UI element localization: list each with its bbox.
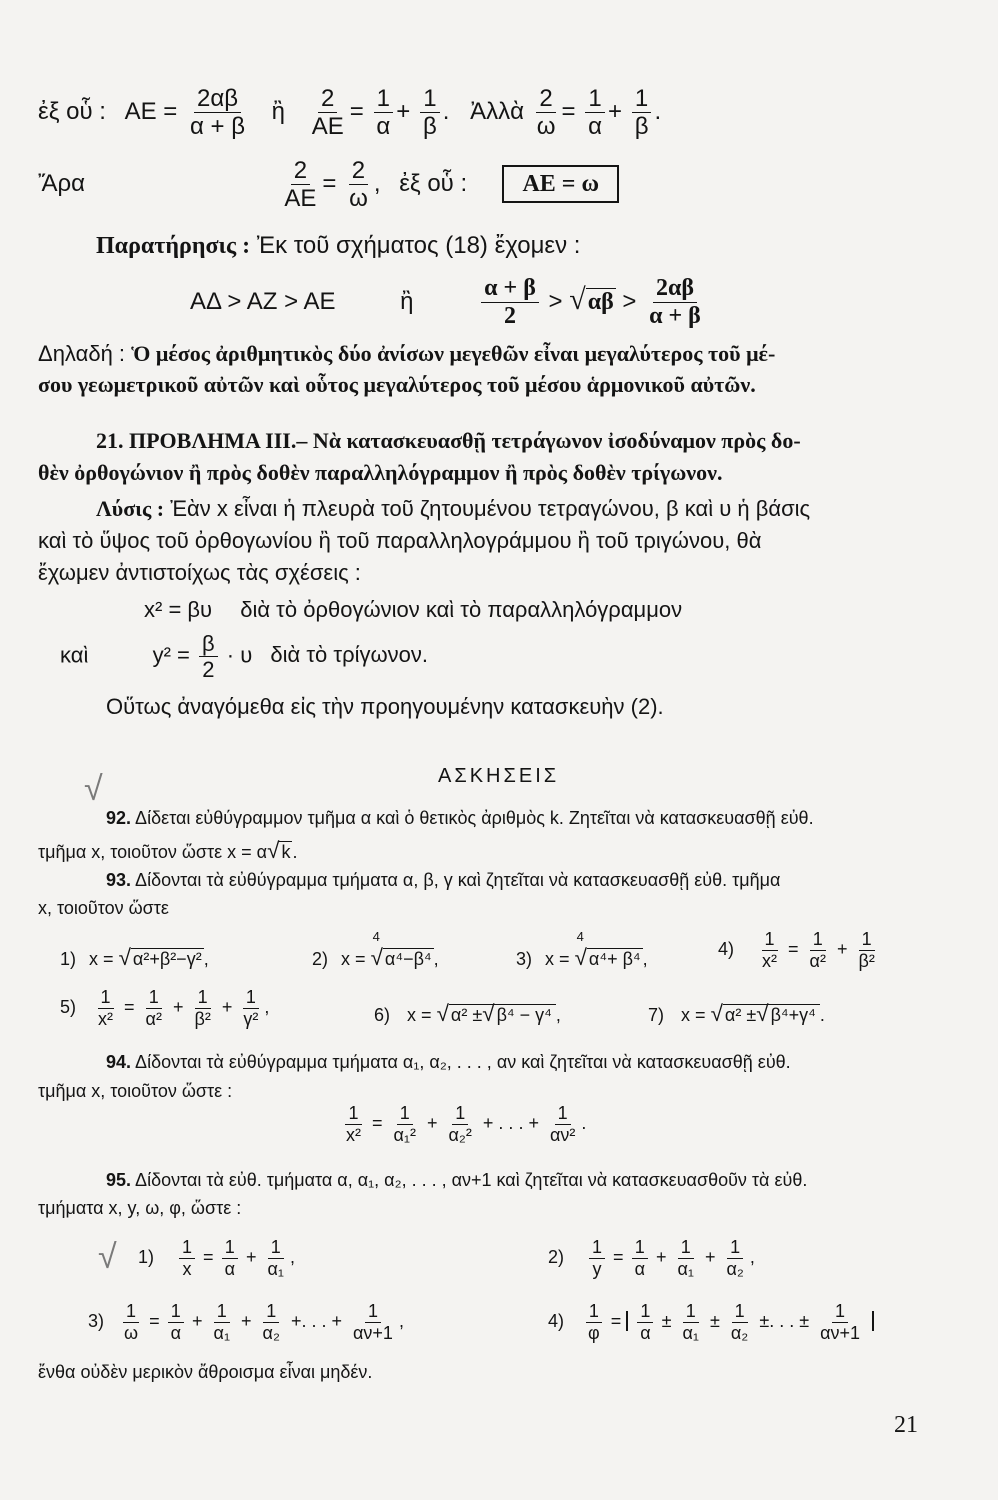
problem-title-2: θὲν ὀρθογώνιον ἢ πρὸς δοθὲν παραλληλόγραμμον ἢ πρὸς δοθὲν τρίγωνον. <box>38 460 723 485</box>
exercise-93-item-5: 5) $\frac{1}{\text{x²}}$ = $\frac{1}{\text{α²}}$ + $\frac{1}{\text{β²}}$ + $\frac{1}{\text{γ²}}$ , <box>60 987 270 1029</box>
greater-than: > <box>548 288 563 316</box>
boxed-result: ΑΕ = ω <box>502 165 619 203</box>
exercise-95-item-1: 1) $\frac{1}{x}$ = $\frac{1}{\alpha}$ + $\frac{1}{\text{α₁}}$ , <box>138 1237 295 1279</box>
exercise-94-line-2: τμῆμα x, τοιοῦτον ὥστε : <box>38 1081 233 1101</box>
equation-1 <box>144 597 682 623</box>
exercise-95-line-2: τμήματα x, y, ω, φ, ὥστε : <box>38 1198 242 1218</box>
exercise-95-item-2: 2) $\frac{1}{y}$ = $\frac{1}{\alpha}$ + $\frac{1}{\text{α₁}}$ + $\frac{1}{\text{α₂}}$ , <box>548 1237 755 1279</box>
greater-than: > <box>622 288 637 316</box>
prefix: ἐξ οὗ : <box>38 98 106 126</box>
dilad-word: Δηλαδή : <box>38 341 126 366</box>
exercise-93-item-6: 6) x = √ α² ±√ β⁴ − γ⁴ , <box>374 1001 561 1026</box>
eq2-rest: · υ <box>226 642 253 668</box>
reduction-line: Οὕτως ἀναγόμεθα εἰς τὴν προηγουμένην κατασκευὴν (2). <box>106 694 664 719</box>
equation-2 <box>60 632 428 681</box>
conclusion-1 <box>38 341 958 367</box>
or-word: ἢ <box>271 98 286 126</box>
conclusion-2: σου γεωμετρικοῦ αὐτῶν καὶ οὗτος μεγαλύτερος τοῦ μέσου ἁρμονικοῦ αὐτῶν. <box>38 372 756 397</box>
exercise-93-item-4: 4) $\frac{1}{\text{x²}}$ = $\frac{1}{\text{α²}}$ + $\frac{1}{\text{β²}}$ <box>718 929 875 971</box>
solution-line-2: καὶ τὸ ὕψος τοῦ ὀρθογωνίου ἢ τοῦ παραλληλογράμμου ἢ τοῦ τριγώνου, θὰ <box>38 528 762 553</box>
ex-ou: ἐξ οὗ : <box>399 170 468 198</box>
fraction: $\frac{1}{\beta}$ <box>420 86 440 139</box>
exercise-93-item-7: 7) x = √ α² ±√ β⁴+γ⁴ . <box>648 1001 825 1026</box>
fraction: $\frac{2}{\omega}$ <box>349 157 368 213</box>
lhs: ΑΕ = <box>124 98 178 126</box>
remark-label: Παρατήρησις : <box>96 233 251 259</box>
exercise-95-item-3: 3) $\frac{1}{\omega}$ = $\frac{1}{\alpha}$ + $\frac{1}{\text{α₁}}$ + $\frac{1}{\text{α₂}}$ +. . . + $\frac{1}{\alpha\nu+1}$ , <box>88 1301 404 1343</box>
eq1: x² = βυ <box>144 597 213 622</box>
line-2: Ἄρα $\frac{2}{AE}$ = $\frac{2}{\omega}$ , ἐξ οὗ : ΑΕ = ω <box>38 158 619 211</box>
eq2-text: διὰ τὸ τρίγωνον. <box>270 642 429 668</box>
or-word: ἢ <box>400 288 414 316</box>
solution-line-1 <box>96 496 810 522</box>
exercise-93-line-2: x, τοιοῦτον ὥστε <box>38 898 169 918</box>
fraction: $\frac{\beta}{2}$ <box>199 632 218 681</box>
inequality: ΑΔ > ΑΖ > ΑΕ <box>190 288 336 316</box>
exercise-95-line-1: 95. Δίδονται τὰ εὐθ. τμήματα α, α₁, α₂, . . . , αν+1 καὶ ζητεῖται νὰ κατασκευασθοῦν τὰ εὐθ. <box>106 1170 808 1190</box>
remark-line <box>96 232 580 260</box>
exercise-92-line-1: 92. Δίδεται εὐθύγραμμον τμῆμα α καὶ ὁ θετικὸς ἀριθμὸς k. Ζητεῖται νὰ κατασκευασθῇ εὐθ. <box>106 808 814 828</box>
remark-text: Ἐκ τοῦ σχήματος (18) ἔχομεν : <box>256 232 581 259</box>
exercise-93-line-1: 93. Δίδονται τὰ εὐθύγραμμα τμήματα α, β, γ καὶ ζητεῖται νὰ κατασκευασθῇ εὐθ. τμῆμα <box>106 870 781 890</box>
exercise-92-line-2: τμῆμα x, τοιοῦτον ὥστε x = α√ k . <box>38 838 298 863</box>
solution-label: Λύσις : <box>96 496 165 521</box>
check-mark-icon: √ <box>84 770 103 808</box>
solution-text: Ἐὰν x εἶναι ἡ πλευρὰ τοῦ ζητουμένου τετραγώνου, β καὶ υ ἡ βάσις <box>170 496 811 521</box>
exercise-94-line-1: 94. Δίδονται τὰ εὐθύγραμμα τμήματα α₁, α₂, . . . , αν καὶ ζητεῖται νὰ κατασκευασθῇ εὐθ. <box>106 1052 791 1072</box>
ara-word: Ἄρα <box>38 170 86 198</box>
inequality-line <box>190 276 707 329</box>
harmonic-mean: $\frac{2\alpha\beta}{\alpha + \beta}$ <box>649 275 701 330</box>
problem-title-1: 21. ΠΡΟΒΛΗΜΑ ΙΙΙ.– Νὰ κατασκευασθῇ τετράγωνον ἰσοδύναμον πρὸς δο- <box>96 428 801 453</box>
exercise-95-item-4: 4) $\frac{1}{\varphi}$ = $\frac{1}{\alpha}$ ± $\frac{1}{\text{α₁}}$ ± $\frac{1}{\text{α₂}}$ ±. . . ± $\frac{1}{\alpha\nu+1}$ <box>548 1302 874 1343</box>
arithmetic-mean: $\frac{\alpha + \beta}{2}$ <box>481 276 539 329</box>
exercise-number: 95. <box>106 1170 132 1190</box>
solution-line-3: ἔχωμεν ἀντιστοίχως τὰς σχέσεις : <box>38 560 361 585</box>
exercise-95-note: ἔνθα οὐδὲν μερικὸν ἄθροισμα εἶναι μηδέν. <box>38 1362 373 1382</box>
exercise-93-item-1: 1) x = √ α²+β²−γ² , <box>60 945 209 970</box>
alla-word: Ἀλλὰ <box>470 98 525 126</box>
conclusion-text: Ὁ μέσος ἀριθμητικὸς δύο ἀνίσων μεγεθῶν εἶναι μεγαλύτερος τοῦ μέ- <box>131 341 776 366</box>
exercise-number: 93. <box>106 870 132 890</box>
fraction: $\frac{2}{AE}$ <box>311 85 344 141</box>
exercise-number: 94. <box>106 1052 132 1072</box>
page-number: 21 <box>894 1412 918 1438</box>
fraction: $\frac{1}{\alpha}$ <box>373 86 393 139</box>
exercise-93-item-2: 2) x = 4 √ α⁴−β⁴ , <box>312 929 439 970</box>
geometric-mean: √αβ <box>569 283 614 317</box>
exercise-number: 92. <box>106 808 132 828</box>
eq2-lhs: y² = <box>152 642 190 668</box>
check-mark-icon: √ <box>98 1238 117 1276</box>
exercise-94-equation: $\frac{1}{\text{x²}}$ = $\frac{1}{\text{α₁²}}$ + $\frac{1}{\text{α₂²}}$ + . . . + $\frac{1}{\text{αν²}}$ . <box>346 1103 587 1145</box>
fraction: $\frac{2}{\omega}$ <box>536 85 556 141</box>
absolute-value: $\frac{1}{\alpha}$ ± $\frac{1}{\text{α₁}}$ ± $\frac{1}{\text{α₂}}$ ±. . . ± $\frac{1}{\alpha\nu+1}$ <box>626 1311 874 1331</box>
fraction: $\frac{1}{\beta}$ <box>632 86 652 139</box>
fraction: $\frac{1}{\alpha}$ <box>585 86 605 139</box>
fraction: $\frac{2}{AE}$ <box>284 157 317 213</box>
line-1: ἐξ οὗ : ΑΕ = $\frac{2\alpha\beta}{\alpha + \beta}$ ἢ $\frac{2}{AE}$ = $\frac{1}{\alpha}$ + $\frac{1}{\beta}$ . Ἀλλὰ $\frac{2}{\omega}$ = $\frac{1}{\alpha}$ + $\frac{1}{\beta}$ . <box>38 85 662 141</box>
kai-word: καὶ <box>60 642 89 668</box>
exercises-heading: ΑΣΚΗΣΕΙΣ <box>438 765 560 787</box>
fraction: $\frac{2\alpha\beta}{\alpha + \beta}$ <box>189 85 245 141</box>
eq1-text: διὰ τὸ ὀρθογώνιον καὶ τὸ παραλληλόγραμμον <box>240 597 683 622</box>
exercise-93-item-3: 3) x = 4 √ α⁴+ β⁴ , <box>516 929 648 970</box>
